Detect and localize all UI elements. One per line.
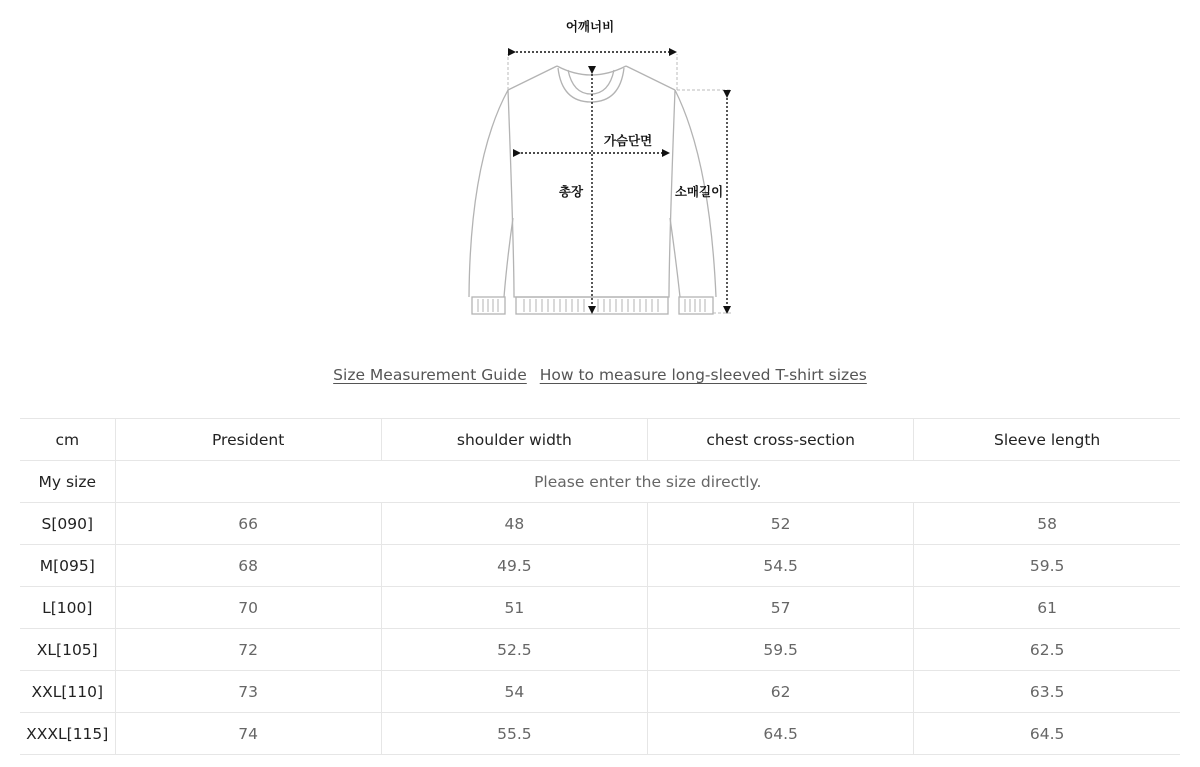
length-label: 총장 [558, 184, 584, 199]
measurement-links [0, 366, 1200, 384]
measurement-cell: 59.5 [648, 629, 914, 671]
size-label: L[100] [20, 587, 115, 629]
size-rows [20, 503, 1180, 755]
size-table [20, 418, 1180, 755]
ribbing-lines [478, 299, 705, 312]
sleeve-length-label: 소매길이 [674, 184, 724, 199]
measurement-cell: 64.5 [914, 713, 1180, 755]
size-measurement-guide-link[interactable]: Size Measurement Guide [333, 366, 527, 384]
measurement-cell: 64.5 [648, 713, 914, 755]
measurement-cell: 52.5 [381, 629, 647, 671]
header-total-length: President [115, 419, 381, 461]
measurement-cell: 62 [648, 671, 914, 713]
table-row [20, 503, 1180, 545]
measurement-cell: 62.5 [914, 629, 1180, 671]
table-row [20, 629, 1180, 671]
long-sleeve-diagram [440, 10, 760, 330]
measurement-cell: 58 [914, 503, 1180, 545]
long-sleeve-shirt-illustration [440, 10, 760, 330]
header-unit: cm [20, 419, 115, 461]
measurement-cell: 73 [115, 671, 381, 713]
measurement-cell: 72 [115, 629, 381, 671]
table-row [20, 545, 1180, 587]
measurement-cell: 54 [381, 671, 647, 713]
my-size-label: My size [20, 461, 115, 503]
table-header-row [20, 419, 1180, 461]
measurement-cell: 74 [115, 713, 381, 755]
measurement-cell: 52 [648, 503, 914, 545]
table-row [20, 587, 1180, 629]
chest-label: 가슴단면 [603, 133, 653, 148]
header-shoulder-width: shoulder width [381, 419, 647, 461]
measurement-cell: 57 [648, 587, 914, 629]
measurement-cell: 59.5 [914, 545, 1180, 587]
measurement-cell: 70 [115, 587, 381, 629]
size-label: XL[105] [20, 629, 115, 671]
header-chest: chest cross-section [648, 419, 914, 461]
measurement-cell: 48 [381, 503, 647, 545]
my-size-row [20, 461, 1180, 503]
size-label: S[090] [20, 503, 115, 545]
measurement-cell: 54.5 [648, 545, 914, 587]
measurement-cell: 66 [115, 503, 381, 545]
size-label: XXXL[115] [20, 713, 115, 755]
measurement-cell: 63.5 [914, 671, 1180, 713]
header-sleeve-length: Sleeve length [914, 419, 1180, 461]
size-label: XXL[110] [20, 671, 115, 713]
measurement-cell: 61 [914, 587, 1180, 629]
measurement-cell: 49.5 [381, 545, 647, 587]
measurement-cell: 68 [115, 545, 381, 587]
my-size-input-note[interactable]: Please enter the size directly. [115, 461, 1180, 503]
measurement-cell: 51 [381, 587, 647, 629]
measurement-cell: 55.5 [381, 713, 647, 755]
table-row [20, 713, 1180, 755]
shoulder-width-label: 어깨너비 [565, 19, 615, 34]
size-label: M[095] [20, 545, 115, 587]
long-sleeve-measure-link[interactable]: How to measure long-sleeved T-shirt sizes [539, 366, 867, 384]
table-row [20, 671, 1180, 713]
